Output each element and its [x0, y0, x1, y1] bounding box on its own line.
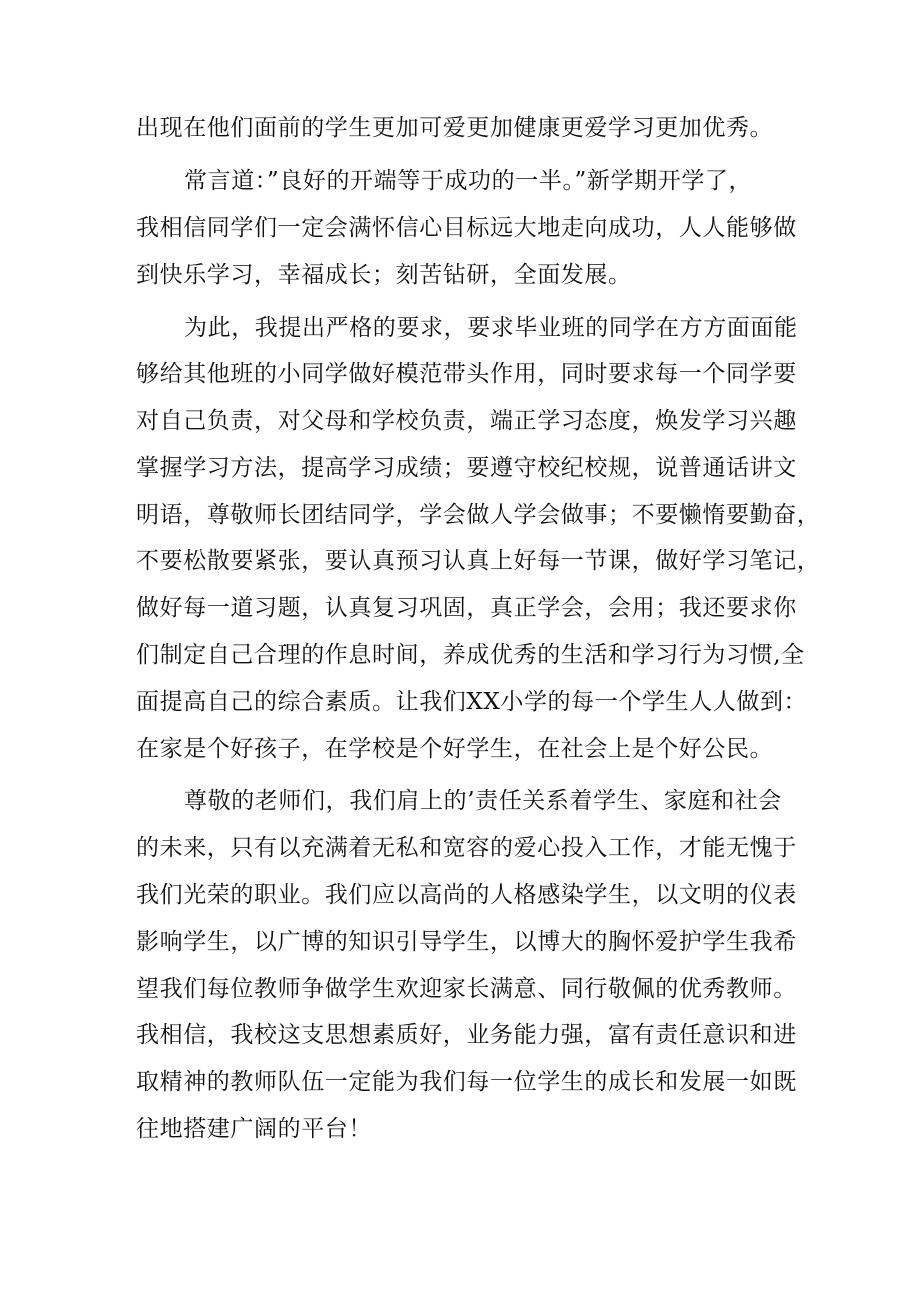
text-line: 我相信同学们一定会满怀信心目标远大地走向成功，人人能够做 — [136, 215, 797, 241]
text-line: 出现在他们面前的学生更加可爱更加健康更爱学习更加优秀。 — [136, 115, 774, 141]
text-line: 望我们每位教师争做学生欢迎家长满意、同行敬佩的优秀教师。 — [136, 976, 797, 1002]
text-line: 在家是个好孩子，在学校是个好学生，在社会上是个好公民。 — [136, 736, 774, 762]
text-line: 往地搭建广阔的平台！ — [136, 1116, 372, 1142]
text-line: 们制定自己合理的作息时间，养成优秀的生活和学习行为习惯,全 — [136, 642, 805, 668]
text-line: 够给其他班的小同学做好模范带头作用，同时要求每一个同学要 — [136, 361, 797, 387]
text-line: 对自己负责，对父母和学校负责，端正学习态度，焕发学习兴趣 — [136, 408, 797, 434]
text-line: 我相信，我校这支思想素质好，业务能力强，富有责任意识和进 — [136, 1022, 797, 1048]
text-line: 取精神的教师队伍一定能为我们每一位学生的成长和发展一如既 — [136, 1069, 797, 1095]
text-line: 面提高自己的综合素质。让我们XX小学的每一个学生人人做到： — [136, 689, 808, 715]
paragraph-start-line: 尊敬的老师们，我们肩上的’责任关系着学生、家庭和社会 — [184, 788, 782, 814]
text-line: 做好每一道习题，认真复习巩固，真正学会，会用；我还要求你 — [136, 595, 797, 621]
text-line: 到快乐学习，幸福成长；刻苦钻研，全面发展。 — [136, 262, 632, 288]
text-line: 的未来，只有以充满着无私和宽容的爱心投入工作，才能无愧于 — [136, 835, 797, 861]
paragraph-start-line: 为此，我提出严格的要求，要求毕业班的同学在方方面面能 — [184, 315, 798, 341]
text-line: 掌握学习方法，提高学习成绩；要遵守校纪校规，说普通话讲文 — [136, 455, 797, 481]
text-line: 明语，尊敬师长团结同学，学会做人学会做事；不要懒惰要勤奋， — [136, 502, 821, 528]
text-line: 影响学生，以广博的知识引导学生，以博大的胸怀爱护学生我希 — [136, 929, 797, 955]
text-line: 不要松散要紧张，要认真预习认真上好每一节课，做好学习笔记， — [136, 548, 821, 574]
paragraph-start-line: 常言道：”良好的开端等于成功的一半。”新学期开学了， — [184, 168, 753, 194]
text-line: 我们光荣的职业。我们应以高尚的人格感染学生，以文明的仪表 — [136, 882, 797, 908]
